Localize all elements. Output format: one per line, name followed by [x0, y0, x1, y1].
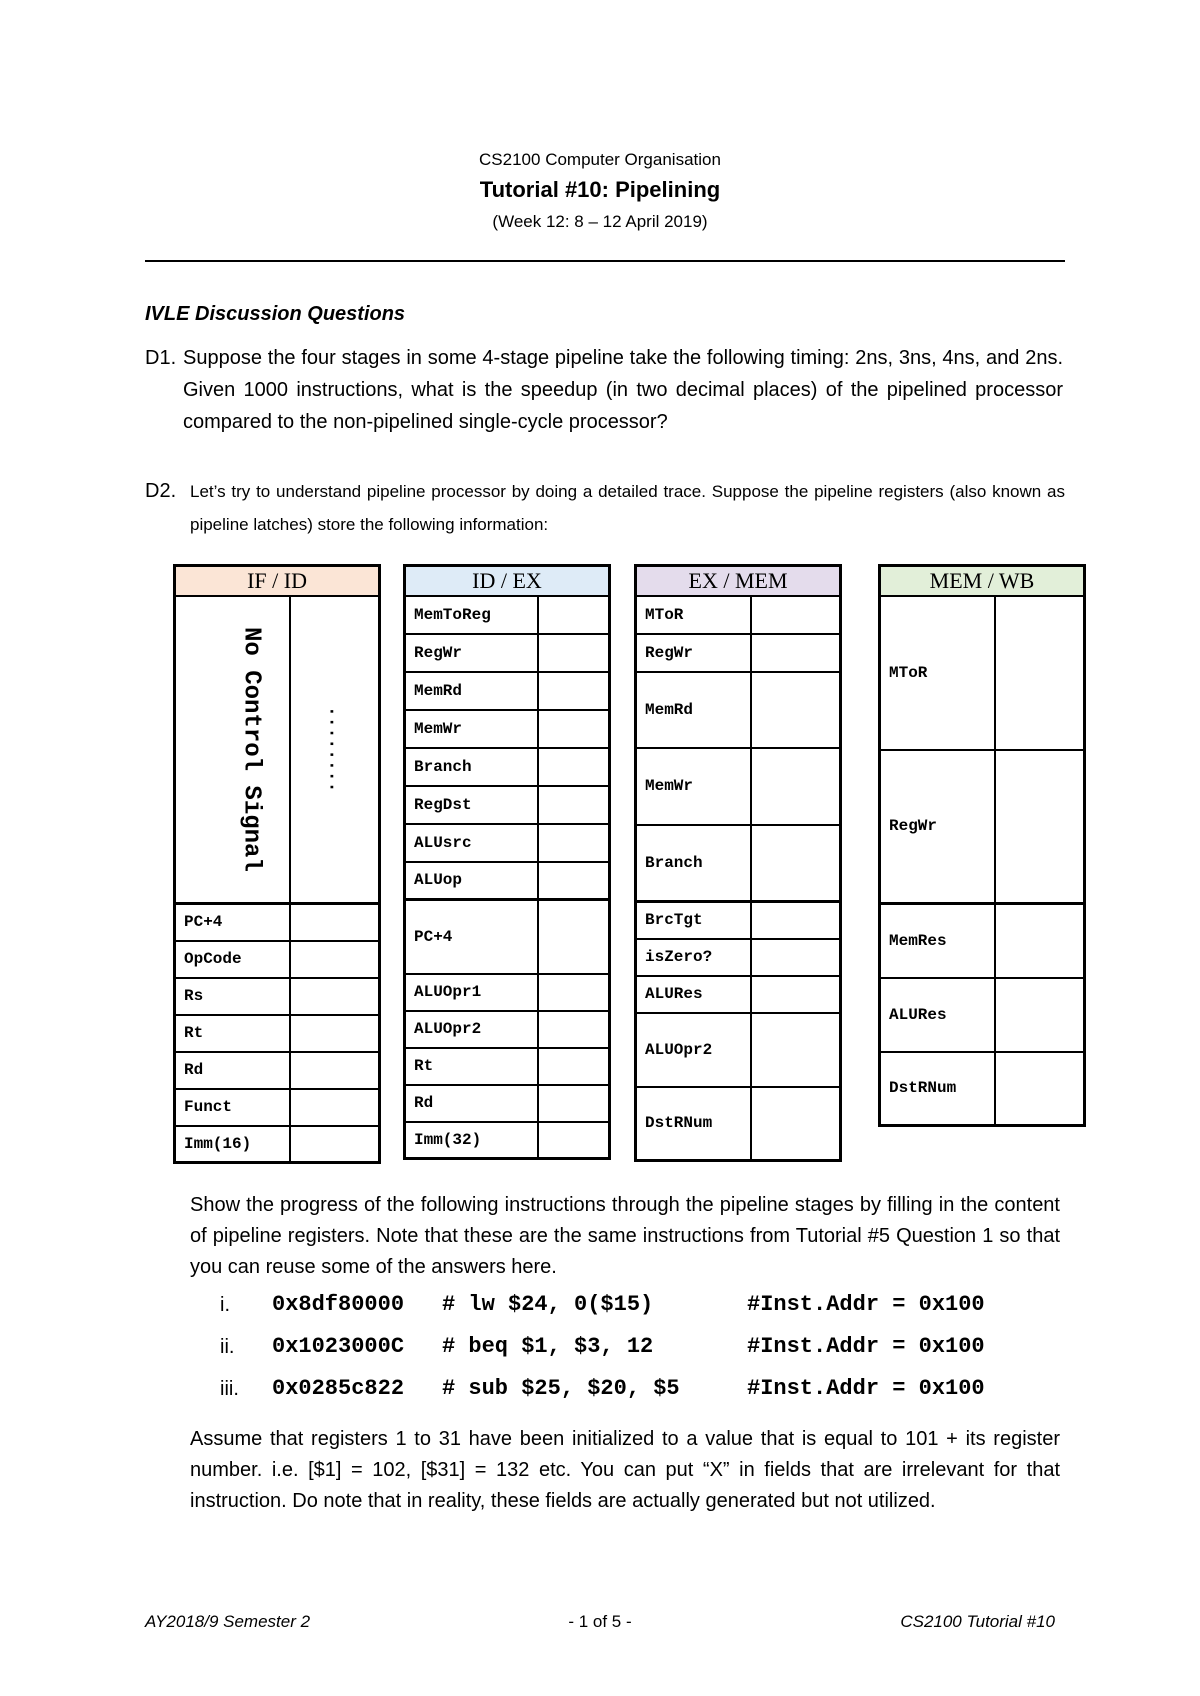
question-d1-text: Suppose the four stages in some 4-stage pipeline take the following timing: 2ns, 3ns, 4ns, and 2ns. Given 1000 instructions, what is the speedup (in two decimal places) of the pipelined processor compared to the non-pipelined single-cycle processor?	[183, 347, 1063, 433]
header-divider	[145, 260, 1065, 262]
field-value[interactable]	[751, 976, 841, 1013]
instruction-addr: #Inst.Addr = 0x100	[747, 1334, 985, 1359]
control-value[interactable]	[538, 710, 610, 748]
field-value[interactable]	[538, 900, 610, 974]
field-value[interactable]	[290, 978, 380, 1015]
field-value[interactable]	[538, 1048, 610, 1085]
instruction-line	[0, 1292, 1200, 1324]
field-value[interactable]	[751, 1087, 841, 1161]
control-value[interactable]	[538, 634, 610, 672]
field-value[interactable]	[538, 1122, 610, 1159]
control-value[interactable]	[995, 750, 1085, 904]
ex-mem-title: EX / MEM	[636, 566, 841, 596]
question-d2-number: D2.	[145, 480, 177, 502]
instruction-asm: # lw $24, 0($15)	[442, 1292, 654, 1317]
control-value[interactable]	[538, 596, 610, 634]
field-label: ALUOpr2	[636, 1013, 751, 1087]
instruction-hex: 0x8df80000	[272, 1292, 405, 1317]
field-value[interactable]	[538, 1085, 610, 1122]
control-value[interactable]	[538, 862, 610, 900]
field-label: Rs	[175, 978, 290, 1015]
mem-wb-title: MEM / WB	[880, 566, 1085, 596]
field-label: PC+4	[175, 904, 290, 941]
ellipsis: ........	[324, 706, 345, 793]
instruction-line	[0, 1334, 1200, 1366]
control-label: RegDst	[405, 786, 538, 824]
no-control-signal-label: No Control Signal	[237, 626, 265, 872]
field-label: Rt	[405, 1048, 538, 1085]
field-label: ALURes	[636, 976, 751, 1013]
if-id-register	[173, 564, 381, 1164]
field-label: Imm(32)	[405, 1122, 538, 1159]
assumption-paragraph: Assume that registers 1 to 31 have been initialized to a value that is equal to 101 + its register number. i.e. [$1] = 102, [$31] = 132 etc. You can put “X” in fields that are irrelevant for that instruction. Do note that in reality, these fields are actually generated but not utilized.	[190, 1428, 1060, 1512]
control-value[interactable]	[751, 672, 841, 748]
control-label: ALUsrc	[405, 824, 538, 862]
field-label: MemRes	[880, 904, 995, 978]
control-value[interactable]	[538, 824, 610, 862]
instruction-number: ii.	[220, 1336, 235, 1358]
instructions-paragraph: Show the progress of the following instructions through the pipeline stages by filling in the content of pipeline registers. Note that these are the same instructions from Tutorial #5 Question 1 so that you can reuse some of the answers here.	[190, 1194, 1060, 1278]
control-value[interactable]	[751, 634, 841, 672]
field-value[interactable]	[290, 941, 380, 978]
control-label: MemWr	[636, 748, 751, 825]
control-label: MToR	[880, 596, 995, 750]
page-title: Tutorial #10: Pipelining	[479, 177, 721, 202]
field-label: OpCode	[175, 941, 290, 978]
control-value[interactable]	[538, 748, 610, 786]
control-label: MToR	[636, 596, 751, 634]
control-label: ALUop	[405, 862, 538, 900]
instruction-hex: 0x0285c822	[272, 1376, 405, 1401]
instruction-number: i.	[220, 1294, 230, 1316]
field-value[interactable]	[290, 1089, 380, 1126]
instruction-asm: # beq $1, $3, 12	[442, 1334, 654, 1359]
field-value[interactable]	[538, 974, 610, 1011]
control-value[interactable]	[538, 786, 610, 824]
if-id-control-value	[290, 596, 380, 904]
field-label: PC+4	[405, 900, 538, 974]
field-value[interactable]	[751, 939, 841, 976]
control-label: MemWr	[405, 710, 538, 748]
id-ex-register	[403, 564, 611, 1160]
field-label: Imm(16)	[175, 1126, 290, 1163]
control-value[interactable]	[538, 672, 610, 710]
control-label: MemRd	[405, 672, 538, 710]
week-info: (Week 12: 8 – 12 April 2019)	[492, 212, 708, 231]
if-id-title: IF / ID	[175, 566, 380, 596]
no-control-signal-cell	[175, 596, 290, 904]
field-label: ALUOpr2	[405, 1011, 538, 1048]
instruction-addr: #Inst.Addr = 0x100	[747, 1292, 985, 1317]
control-label: MemRd	[636, 672, 751, 748]
instruction-line	[0, 1376, 1200, 1408]
instruction-hex: 0x1023000C	[272, 1334, 405, 1359]
field-label: Rd	[405, 1085, 538, 1122]
footer-semester: AY2018/9 Semester 2	[145, 1612, 311, 1631]
control-label: Branch	[405, 748, 538, 786]
question-d2-text: Let’s try to understand pipeline processor by doing a detailed trace. Suppose the pipeline registers (also known as pipeline latches) store the following information:	[190, 482, 1065, 534]
field-label: ALURes	[880, 978, 995, 1052]
field-label: Funct	[175, 1089, 290, 1126]
instruction-addr: #Inst.Addr = 0x100	[747, 1376, 985, 1401]
control-value[interactable]	[751, 596, 841, 634]
field-value[interactable]	[538, 1011, 610, 1048]
course-name: CS2100 Computer Organisation	[479, 150, 721, 169]
field-value[interactable]	[290, 904, 380, 941]
control-label: RegWr	[636, 634, 751, 672]
instruction-asm: # sub $25, $20, $5	[442, 1376, 680, 1401]
page-number: - 1 of 5 -	[568, 1612, 632, 1631]
id-ex-title: ID / EX	[405, 566, 610, 596]
field-label: ALUOpr1	[405, 974, 538, 1011]
mem-wb-register	[878, 564, 1086, 1127]
question-d1-number: D1.	[145, 347, 177, 369]
field-value[interactable]	[751, 1013, 841, 1087]
control-label: RegWr	[880, 750, 995, 904]
footer-tutorial: CS2100 Tutorial #10	[900, 1612, 1055, 1631]
field-value[interactable]	[995, 978, 1085, 1052]
field-value[interactable]	[995, 904, 1085, 978]
field-value[interactable]	[751, 902, 841, 939]
instruction-number: iii.	[220, 1378, 239, 1400]
control-value[interactable]	[751, 825, 841, 902]
ex-mem-register	[634, 564, 842, 1162]
field-label: DstRNum	[636, 1087, 751, 1161]
control-value[interactable]	[995, 596, 1085, 750]
field-label: DstRNum	[880, 1052, 995, 1126]
field-label: BrcTgt	[636, 902, 751, 939]
field-value[interactable]	[290, 1052, 380, 1089]
section-title: IVLE Discussion Questions	[145, 303, 406, 325]
control-label: Branch	[636, 825, 751, 902]
control-label: MemToReg	[405, 596, 538, 634]
control-label: RegWr	[405, 634, 538, 672]
field-label: Rd	[175, 1052, 290, 1089]
field-value[interactable]	[290, 1126, 380, 1163]
field-label: isZero?	[636, 939, 751, 976]
field-value[interactable]	[290, 1015, 380, 1052]
field-label: Rt	[175, 1015, 290, 1052]
control-value[interactable]	[751, 748, 841, 825]
field-value[interactable]	[995, 1052, 1085, 1126]
